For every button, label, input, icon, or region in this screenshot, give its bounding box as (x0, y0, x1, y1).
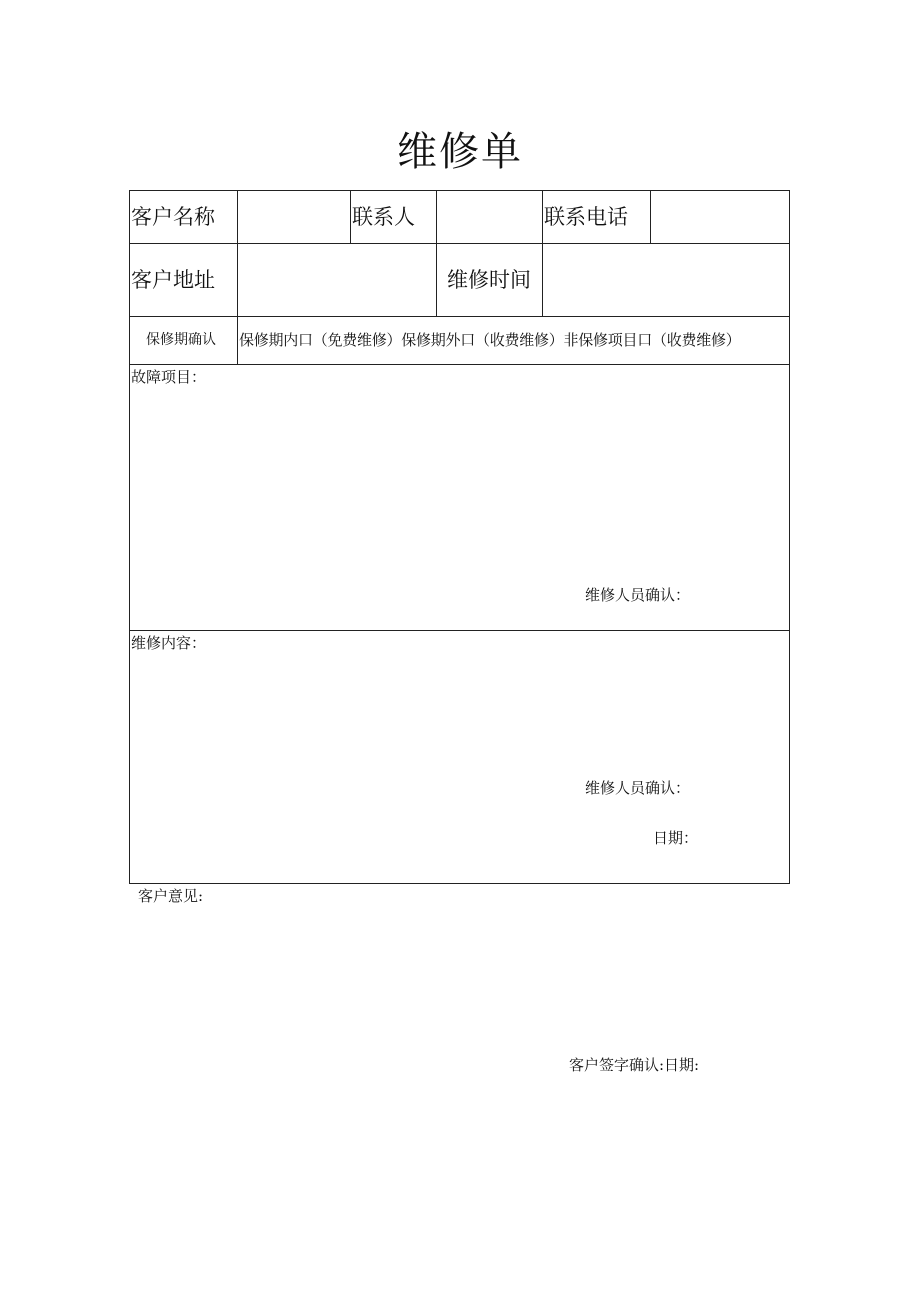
customer-name-label: 客户名称 (131, 205, 215, 229)
table-border-bottom (129, 883, 790, 884)
address-label: 客户地址 (131, 268, 215, 292)
phone-label: 联系电话 (544, 205, 628, 229)
row1-divider-c (436, 190, 437, 317)
repair-technician-confirm: 维修人员确认： (585, 779, 691, 797)
table-border-top (129, 190, 790, 191)
repair-time-label: 维修时间 (447, 268, 531, 292)
customer-opinion-label: 客户意见: (138, 887, 204, 905)
repair-content-label: 维修内容： (131, 634, 207, 652)
warranty-label: 保修期确认 (146, 332, 216, 348)
row1-divider-a (237, 190, 238, 244)
table-border-left (129, 190, 130, 884)
row1-divider-e (650, 190, 651, 244)
customer-signature-date: 客户签字确认:日期: (569, 1056, 700, 1074)
row2-divider-a (237, 243, 238, 365)
repair-date-label: 日期： (653, 829, 699, 847)
row1-divider-b (350, 190, 351, 244)
row-divider-2 (129, 316, 790, 317)
warranty-options: 保修期内口（免费维修）保修期外口（收费维修）非保修项目口（收费维修） (239, 331, 741, 349)
page-title: 维修单 (397, 129, 523, 175)
fault-label: 故障项目： (131, 368, 207, 386)
row-divider-4 (129, 630, 790, 631)
row-divider-1 (129, 243, 790, 244)
fault-technician-confirm: 维修人员确认： (585, 586, 691, 604)
contact-label: 联系人 (352, 205, 415, 229)
row1-divider-d (542, 190, 543, 317)
table-border-right (789, 190, 790, 884)
row-divider-3 (129, 364, 790, 365)
repair-form-table (129, 190, 791, 884)
